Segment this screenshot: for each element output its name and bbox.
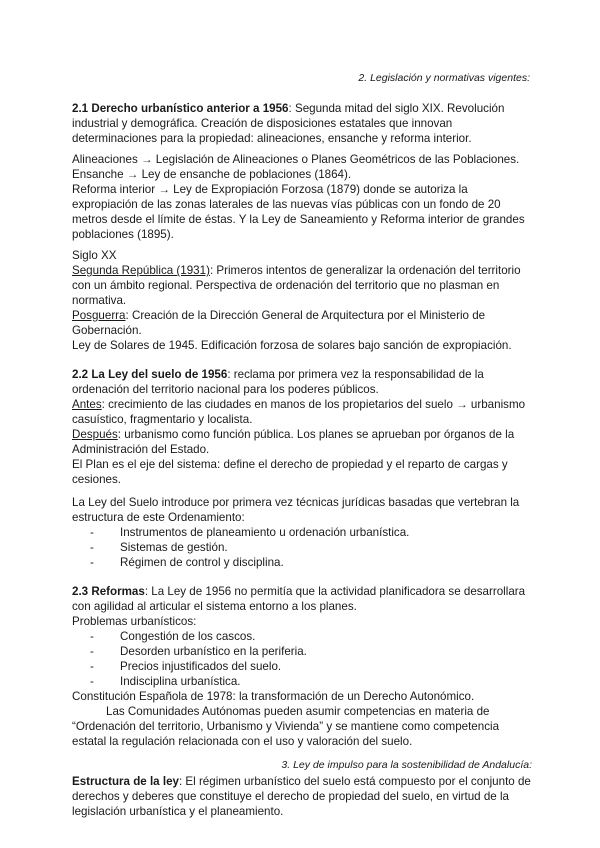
section-2-3-title: 2.3 Reformas: [72, 585, 145, 598]
section-2-2-intro: 2.2 La Ley del suelo de 1956: reclama por primera vez la responsabilidad de la ordenación del territorio nacional para los poderes públicos.: [72, 368, 484, 396]
page-header: 2. Legislación y normativas vigentes:: [358, 72, 530, 84]
antes-line: Antes: crecimiento de las ciudades en manos de los propietarios del suelo → urbanismo casuístico, fragmentario y localista.: [72, 398, 526, 426]
problemas-list: [72, 629, 532, 689]
posguerra-label: Posguerra: [72, 309, 126, 322]
siglo-xx-line: Siglo XX: [72, 249, 117, 262]
segunda-republica-label: Segunda República (1931): [72, 264, 210, 277]
segunda-republica-line: Segunda República (1931): Primeros intentos de generalizar la ordenación del territorio con un ámbito regional. Perspectiva de ordenación del territorio que no plasman en normativa.: [72, 264, 521, 307]
section-2-1-title: 2.1 Derecho urbanístico anterior a 1956: [72, 102, 289, 115]
section-2-1-intro: 2.1 Derecho urbanístico anterior a 1956: Segunda mitad del siglo XIX. Revolución industrial y demográfica. Creación de disposiciones estatales que innovan determinaciones para la propiedad: alineaciones, ensanche y reforma interior.: [72, 102, 505, 145]
section-2-2-title: 2.2 La Ley del suelo de 1956: [72, 368, 228, 381]
list-item: - Desorden urbanístico en la periferia.: [90, 645, 307, 658]
estructura-ley-line: Estructura de la ley: El régimen urbanístico del suelo está compuesto por el conjunto de derechos y deberes que constituye el derecho de propiedad del suelo, en virtud de la legislación urbanística y el planeamiento.: [72, 775, 531, 818]
despues-label: Después: [72, 428, 118, 441]
page-content: [72, 72, 532, 819]
list-item: - Precios injustificados del suelo.: [90, 660, 282, 673]
tecnicas-list: [72, 525, 532, 570]
section-2-3-intro: 2.3 Reformas: La Ley de 1956 no permitía que la actividad planificadora se desarrollara con agilidad al articular el sistema entorno a los planes.: [72, 585, 526, 613]
ensanche-line: Ensanche → Ley de ensanche de poblaciones (1864).: [72, 168, 352, 181]
reforma-interior-line: Reforma interior → Ley de Expropiación Forzosa (1879) donde se autoriza la expropiación de las zonas laterales de las nuevas vías públicas con un fondo de 20 metros desde el límite de éstas. Y la Ley de Saneamiento y Reforma interior de grandes poblaciones (1895).: [72, 183, 525, 241]
list-item: - Régimen de control y disciplina.: [90, 556, 284, 569]
estructura-ley-title: Estructura de la ley: [72, 775, 179, 788]
section-3-header: 3. Ley de impulso para la sostenibilidad de Andalucía:: [281, 759, 532, 771]
despues-line: Después: urbanismo como función pública. Los planes se aprueban por órganos de la Administración del Estado.: [72, 428, 515, 456]
antes-label: Antes: [72, 398, 102, 411]
tecnicas-line: La Ley del Suelo introduce por primera vez técnicas jurídicas basadas que vertebran la estructura de este Ordenamiento:: [72, 496, 520, 524]
list-item: - Instrumentos de planeamiento u ordenación urbanística.: [90, 526, 410, 539]
constitucion-line: Constitución Española de 1978: la transformación de un Derecho Autonómico.: [72, 690, 475, 703]
comunidades-line: Las Comunidades Autónomas pueden asumir competencias en materia de “Ordenación del territorio, Urbanismo y Vivienda” y se mantiene como competencia estatal la regulación relacionada con el uso y valoración del suelo.: [72, 705, 500, 748]
ley-solares-line: Ley de Solares de 1945. Edificación forzosa de solares bajo sanción de expropiación.: [72, 339, 512, 352]
alineaciones-line: Alineaciones → Legislación de Alineaciones o Planes Geométricos de las Poblaciones.: [72, 153, 520, 166]
list-item: - Congestión de los cascos.: [90, 630, 256, 643]
list-item: - Indisciplina urbanística.: [90, 675, 241, 688]
list-item: - Sistemas de gestión.: [90, 541, 228, 554]
problemas-line: Problemas urbanísticos:: [72, 615, 197, 628]
plan-line: El Plan es el eje del sistema: define el derecho de propiedad y el reparto de cargas y cesiones.: [72, 458, 508, 486]
posguerra-line: Posguerra: Creación de la Dirección General de Arquitectura por el Ministerio de Gobernación.: [72, 309, 486, 337]
